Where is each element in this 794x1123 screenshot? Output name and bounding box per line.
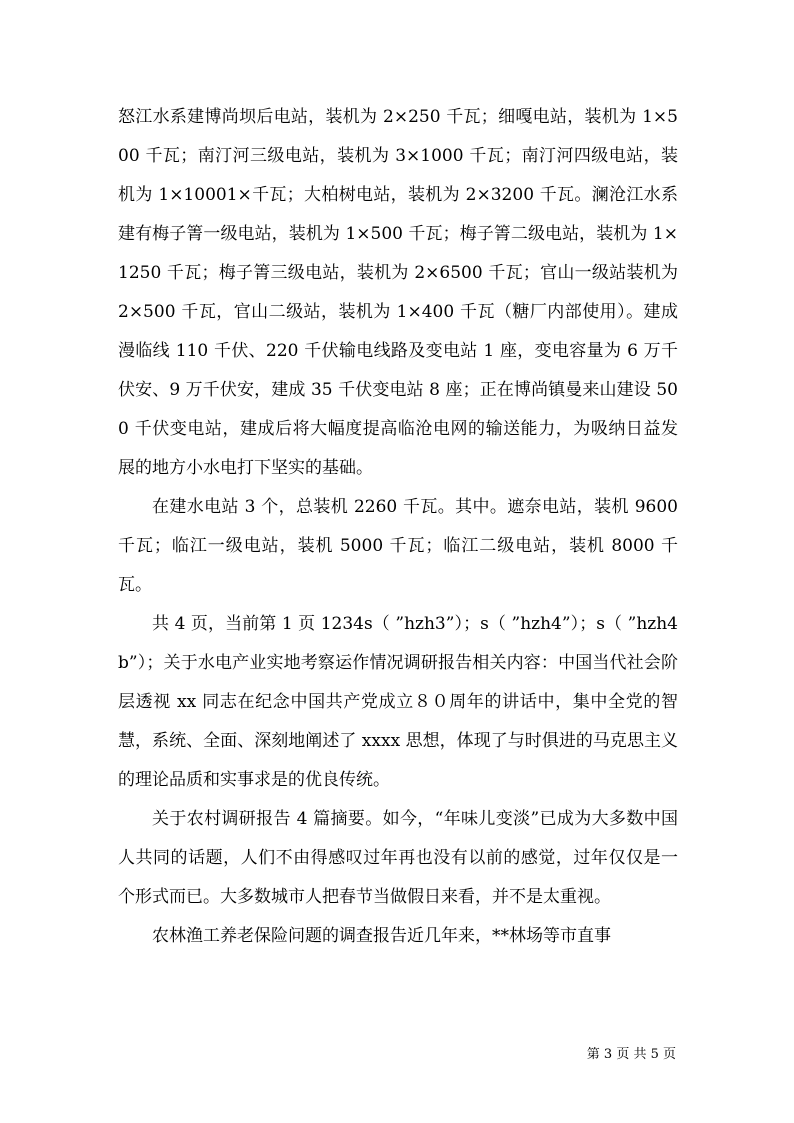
- document-body: [118, 98, 678, 956]
- paragraph: 在建水电站 3 个，总装机 2260 千瓦。其中。遮奈电站，装机 9600 千瓦；临江一级电站，装机 5000 千瓦；临江二级电站，装机 8000 千瓦。: [118, 497, 678, 595]
- paragraph: 关于农村调研报告 4 篇摘要。如今，“年味儿变淡”已成为大多数中国人共同的话题，人们不由得感叹过年再也没有以前的感觉，过年仅仅是一个形式而已。大多数城市人把春节当做假日来看，并不是太重视。: [118, 809, 678, 907]
- page-number-footer: 第 3 页 共 5 页: [586, 1047, 676, 1062]
- paragraph: 怒江水系建博尚坝后电站，装机为 2×250 千瓦；细嘎电站，装机为 1×500 千瓦；南汀河三级电站，装机为 3×1000 千瓦；南汀河四级电站，装机为 1×10001×千瓦；大柏树电站，装机为 2×3200 千瓦。澜沧江水系建有梅子箐一级电站，装机为 1×500 千瓦；梅子箐二级电站，装机为 1×1250 千瓦；梅子箐三级电站，装机为 2×6500 千瓦；官山一级站装机为 2×500 千瓦，官山二级站，装机为 1×400 千瓦（糖厂内部使用）。建成漫临线 110 千伏、220 千伏输电线路及变电站 1 座，变电容量为 6 万千伏安、9 万千伏安，建成 35 千伏变电站 8 座；正在博尚镇曼来山建设 500 千伏变电站，建成后将大幅度提高临沧电网的输送能力，为吸纳日益发展的地方小水电打下坚实的基础。: [118, 107, 678, 478]
- paragraph: 农林渔工养老保险问题的调查报告近几年来，**林场等市直事: [152, 926, 611, 946]
- paragraph: 共 4 页，当前第 1 页 1234s（ ”hzh3”）；s（ ”hzh4”）；s（ ”hzh4b”）；关于水电产业实地考察运作情况调研报告相关内容：中国当代社会阶层透视 xx 同志在纪念中国共产党成立８０周年的讲话中，集中全党的智慧，系统、全面、深刻地阐述了 xxxx 思想，体现了与时俱进的马克思主义的理论品质和实事求是的优良传统。: [118, 614, 678, 790]
